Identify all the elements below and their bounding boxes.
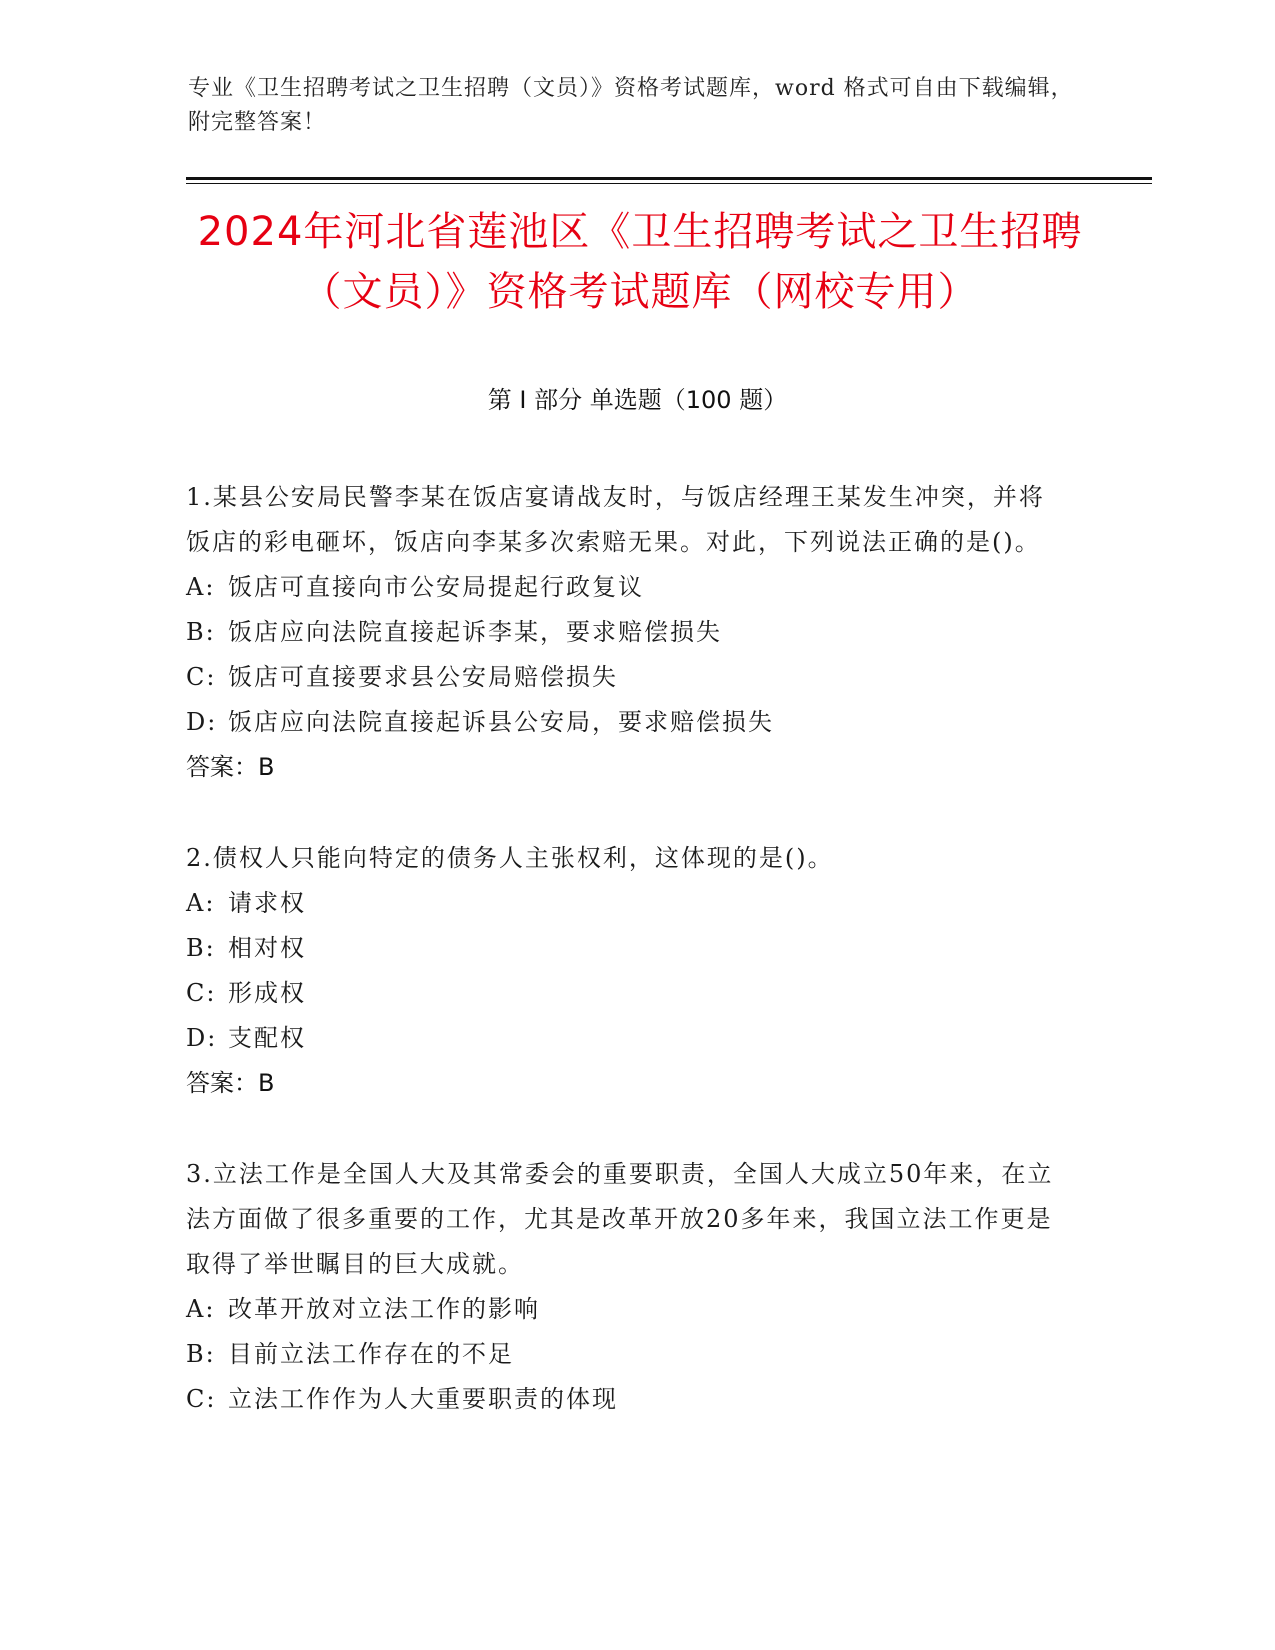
question-2 [186, 836, 1066, 1106]
option-text: 饭店可直接向市公安局提起行政复议 [228, 573, 644, 601]
question-3 [186, 1152, 1066, 1422]
option-c [186, 971, 1066, 1016]
option-text: 支配权 [228, 1024, 306, 1052]
option-d [186, 700, 1066, 745]
question-stem: 2.债权人只能向特定的债务人主张权利，这体现的是()。 [186, 844, 834, 872]
question-stem: 3.立法工作是全国人大及其常委会的重要职责，全国人大成立50年来，在立法方面做了很多重要的工作，尤其是改革开放20多年来，我国立法工作更是取得了举世瞩目的巨大成就。 [186, 1160, 1054, 1278]
option-b [186, 610, 1066, 655]
option-a [186, 881, 1066, 926]
option-letter: B: [186, 934, 216, 962]
option-letter: B: [186, 1340, 216, 1368]
option-text: 形成权 [228, 979, 306, 1007]
option-text: 饭店应向法院直接起诉李某，要求赔偿损失 [228, 618, 722, 646]
option-letter: C: [186, 663, 217, 691]
option-b [186, 1332, 1066, 1377]
option-b [186, 926, 1066, 971]
option-text: 饭店应向法院直接起诉县公安局，要求赔偿损失 [228, 708, 774, 736]
option-letter: A: [186, 1295, 216, 1323]
option-d [186, 1016, 1066, 1061]
answer-line: 答案：B [186, 1069, 275, 1097]
option-text: 目前立法工作存在的不足 [228, 1340, 514, 1368]
header-note: 专业《卫生招聘考试之卫生招聘（文员）》资格考试题库，word 格式可自由下载编辑，附完整答案！ [188, 76, 1074, 135]
option-c [186, 1377, 1066, 1422]
option-letter: C: [186, 979, 217, 1007]
document-title: 2024年河北省莲池区《卫生招聘考试之卫生招聘（文员）》资格考试题库（网校专用） [197, 209, 1083, 315]
option-text: 立法工作作为人大重要职责的体现 [228, 1385, 618, 1413]
option-text: 饭店可直接要求县公安局赔偿损失 [228, 663, 618, 691]
header-rule-thin [186, 183, 1152, 184]
option-text: 相对权 [228, 934, 306, 962]
option-letter: B: [186, 618, 216, 646]
question-list [186, 475, 1066, 1468]
section-heading: 第 I 部分 单选题（100 题） [487, 386, 788, 414]
option-letter: A: [186, 889, 216, 917]
option-a [186, 565, 1066, 610]
option-letter: C: [186, 1385, 217, 1413]
option-a [186, 1287, 1066, 1332]
option-c [186, 655, 1066, 700]
option-letter: D: [186, 708, 218, 736]
option-letter: A: [186, 573, 216, 601]
question-1 [186, 475, 1066, 790]
question-stem: 1.某县公安局民警李某在饭店宴请战友时，与饭店经理王某发生冲突，并将饭店的彩电砸坏，饭店向李某多次索赔无果。对此，下列说法正确的是()。 [186, 483, 1045, 556]
option-letter: D: [186, 1024, 218, 1052]
option-text: 改革开放对立法工作的影响 [228, 1295, 540, 1323]
answer-line: 答案：B [186, 753, 275, 781]
header-rule-thick [186, 177, 1152, 180]
option-text: 请求权 [228, 889, 306, 917]
